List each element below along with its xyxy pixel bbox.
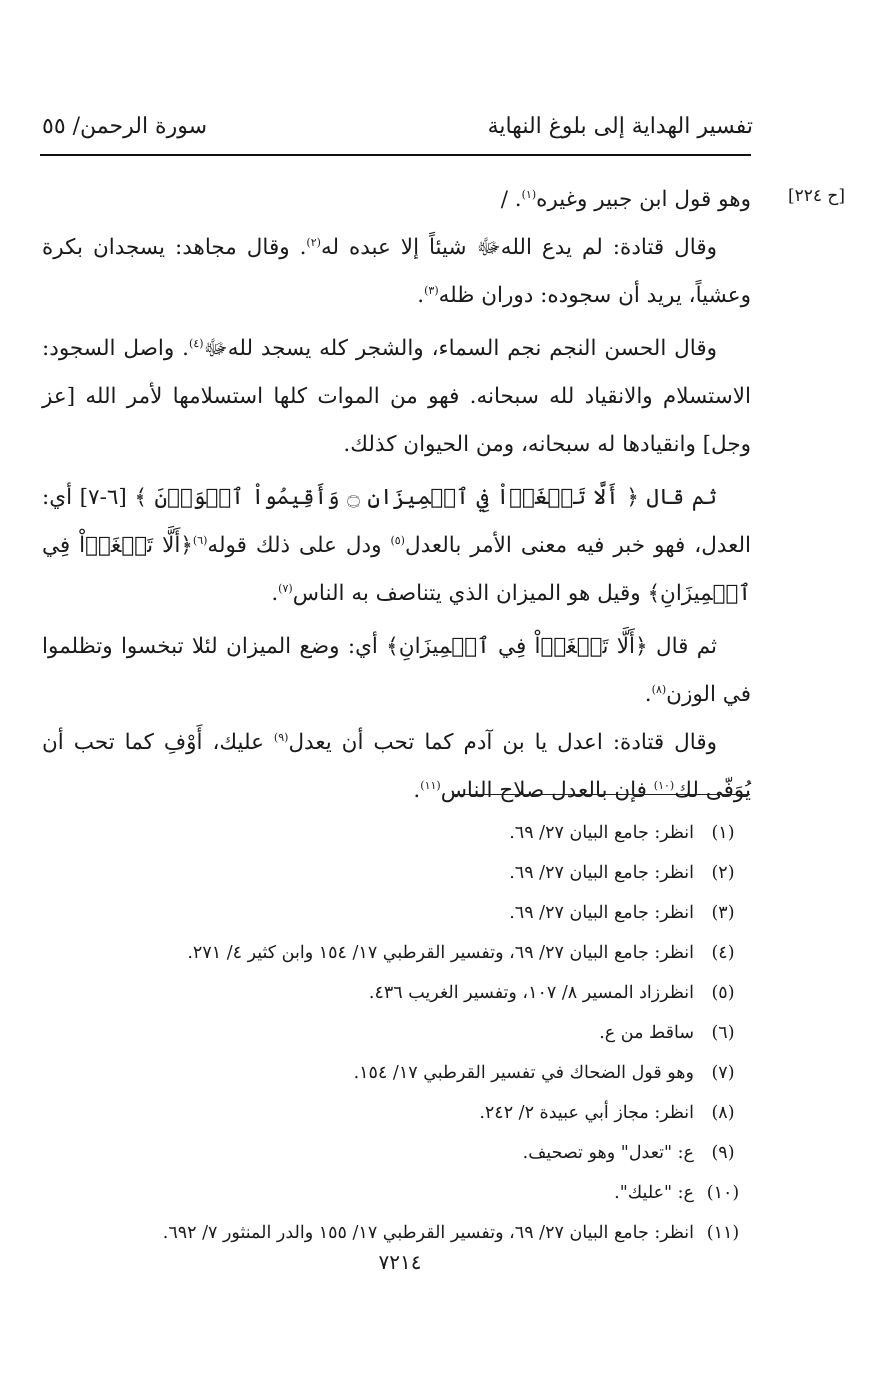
footnote-item [60,1098,752,1138]
header-rule [40,154,751,156]
paragraph-1 [42,176,751,224]
footnote-number: (٩) [711,1143,735,1163]
running-header-surah: سورة الرحمن/ ٥٥ [42,114,208,139]
footnote-item [60,938,752,978]
footnote-text: انظر: جامع البيان ٢٧/ ٦٩. [509,863,694,883]
footnote-text: انظر: جامع البيان ٢٧/ ٦٩، وتفسير القرطبي ١٧/ ١٥٥ والدر المنثور ٧/ ٦٩٢. [162,1223,694,1243]
text-run: . [413,778,421,803]
footnote-item [60,978,752,1018]
text-run: وقال قتادة: اعدل يا بن آدم كما تحب أن يعدل [288,730,718,755]
text-run: . / [500,187,522,212]
footnote-item [60,1138,752,1178]
text-run: ودل على ذلك قوله [207,533,391,558]
footnote-item [60,1018,752,1058]
footnote-ref: (٥) [390,533,405,547]
text-run: . [644,682,652,707]
footnote-number: (١١) [706,1223,740,1243]
footnote-item [60,1058,752,1098]
footnote-text: ساقط من ع. [599,1023,694,1043]
paragraph-6 [42,719,751,815]
text-run: ﴿أَلَّا تَطۡغَوۡاْ فِي ٱلۡمِيزَانِ﴾ وقيل هو الميزان الذي يتناصف به الناس [42,533,751,606]
footnote-ref: (٤) [189,336,204,350]
text-run: وقال قتادة: لم يدع اللهﷻ شيئاً إلا عبده له [320,235,718,260]
footnote-ref: (٨) [651,682,667,696]
footnote-text: انظر: جامع البيان ٢٧/ ٦٩. [509,903,694,923]
footnote-text: انظر: جامع البيان ٢٧/ ٦٩، وتفسير القرطبي ١٧/ ١٥٤ وابن كثير ٤/ ٢٧١. [187,943,694,963]
text-run: . وقال مجاهد: يسجدان بكرة وعشياً، يريد أن سجوده: دوران ظله [42,235,751,308]
text-run: . [271,581,279,606]
text-run: عليك، أَوْفِ كما تحب أن يُوَفّى لك [42,730,751,803]
footnote-item [60,858,752,898]
footnote-number: (٦) [711,1023,735,1043]
text-run: وهو قول ابن جبير وغيره [536,187,751,212]
running-header-title: تفسير الهداية إلى بلوغ النهاية [487,114,753,139]
footnote-number: (٨) [711,1103,735,1123]
footnote-text: وهو قول الضحاك في تفسير القرطبي ١٧/ ١٥٤. [353,1063,694,1083]
footnote-ref: (١) [521,187,537,201]
footnote-number: (٢) [711,863,735,883]
footnote-separator [452,794,750,795]
paragraph-2 [42,224,751,320]
text-run: . واصل السجود: الاستسلام والانقياد لله سبحانه. فهو من الموات كلها استسلامها لأمر الله [عز وجل] وانقيادها له سبحانه، ومن الحيوان كذلك. [42,336,751,457]
footnote-item [60,818,752,858]
paragraph-4 [42,474,751,618]
footnote-number: (١٠) [706,1183,740,1203]
footnote-number: (٣) [711,903,735,923]
footnote-item [60,1178,752,1218]
footnotes [60,818,752,1258]
page-number: ٧٢١٤ [378,1250,422,1274]
footnote-text: انظرزاد المسير ٨/ ١٠٧، وتفسير الغريب ٤٣٦. [368,983,694,1003]
main-text [42,176,751,815]
paragraph-5 [42,623,751,719]
footnote-number: (١) [711,823,735,843]
footnote-item [60,898,752,938]
footnote-text: انظر: جامع البيان ٢٧/ ٦٩. [509,823,694,843]
margin-reference: [ح ٢٢٤] [787,186,845,206]
footnote-ref: (١٠) [653,778,675,792]
footnote-ref: (١١) [420,778,441,792]
text-run: وقال الحسن النجم نجم السماء، والشجر كله يسجد للهﷻ [203,336,718,361]
footnote-text: ع: "تعدل" وهو تصحيف. [522,1143,694,1163]
text-run: . [417,283,425,308]
text-run: ثم قال ﴿ أَلَّا تَطۡغَوۡاْ فِي ٱلۡمِيزَانِ ۝ وَأَقِيمُواْ ٱلۡوَزۡنَ ﴾ [٦-٧] أي: العدل، فهو خبر فيه معنى الأمر بالعدل [42,485,751,558]
footnote-ref: (٧) [278,581,293,595]
footnote-ref: (٢) [306,235,321,249]
footnote-ref: (٦) [192,533,208,547]
footnote-ref: (٩) [273,730,289,744]
footnote-number: (٥) [711,983,735,1003]
paragraph-3 [42,325,751,469]
text-run: فإن بالعدل صلاح الناس [440,778,654,803]
footnote-ref: (٣) [424,283,439,297]
footnote-text: ع: "عليك". [614,1183,694,1203]
footnote-text: انظر: مجاز أبي عبيدة ٢/ ٢٤٢. [479,1103,694,1123]
footnote-number: (٤) [711,943,735,963]
text-run: ثم قال ﴿أَلَّا تَطۡغَوۡاْ فِي ٱلۡمِيزَانِ﴾ أي: وضع الميزان لئلا تبخسوا وتظلموا في الوزن [42,634,751,707]
footnote-number: (٧) [711,1063,735,1083]
